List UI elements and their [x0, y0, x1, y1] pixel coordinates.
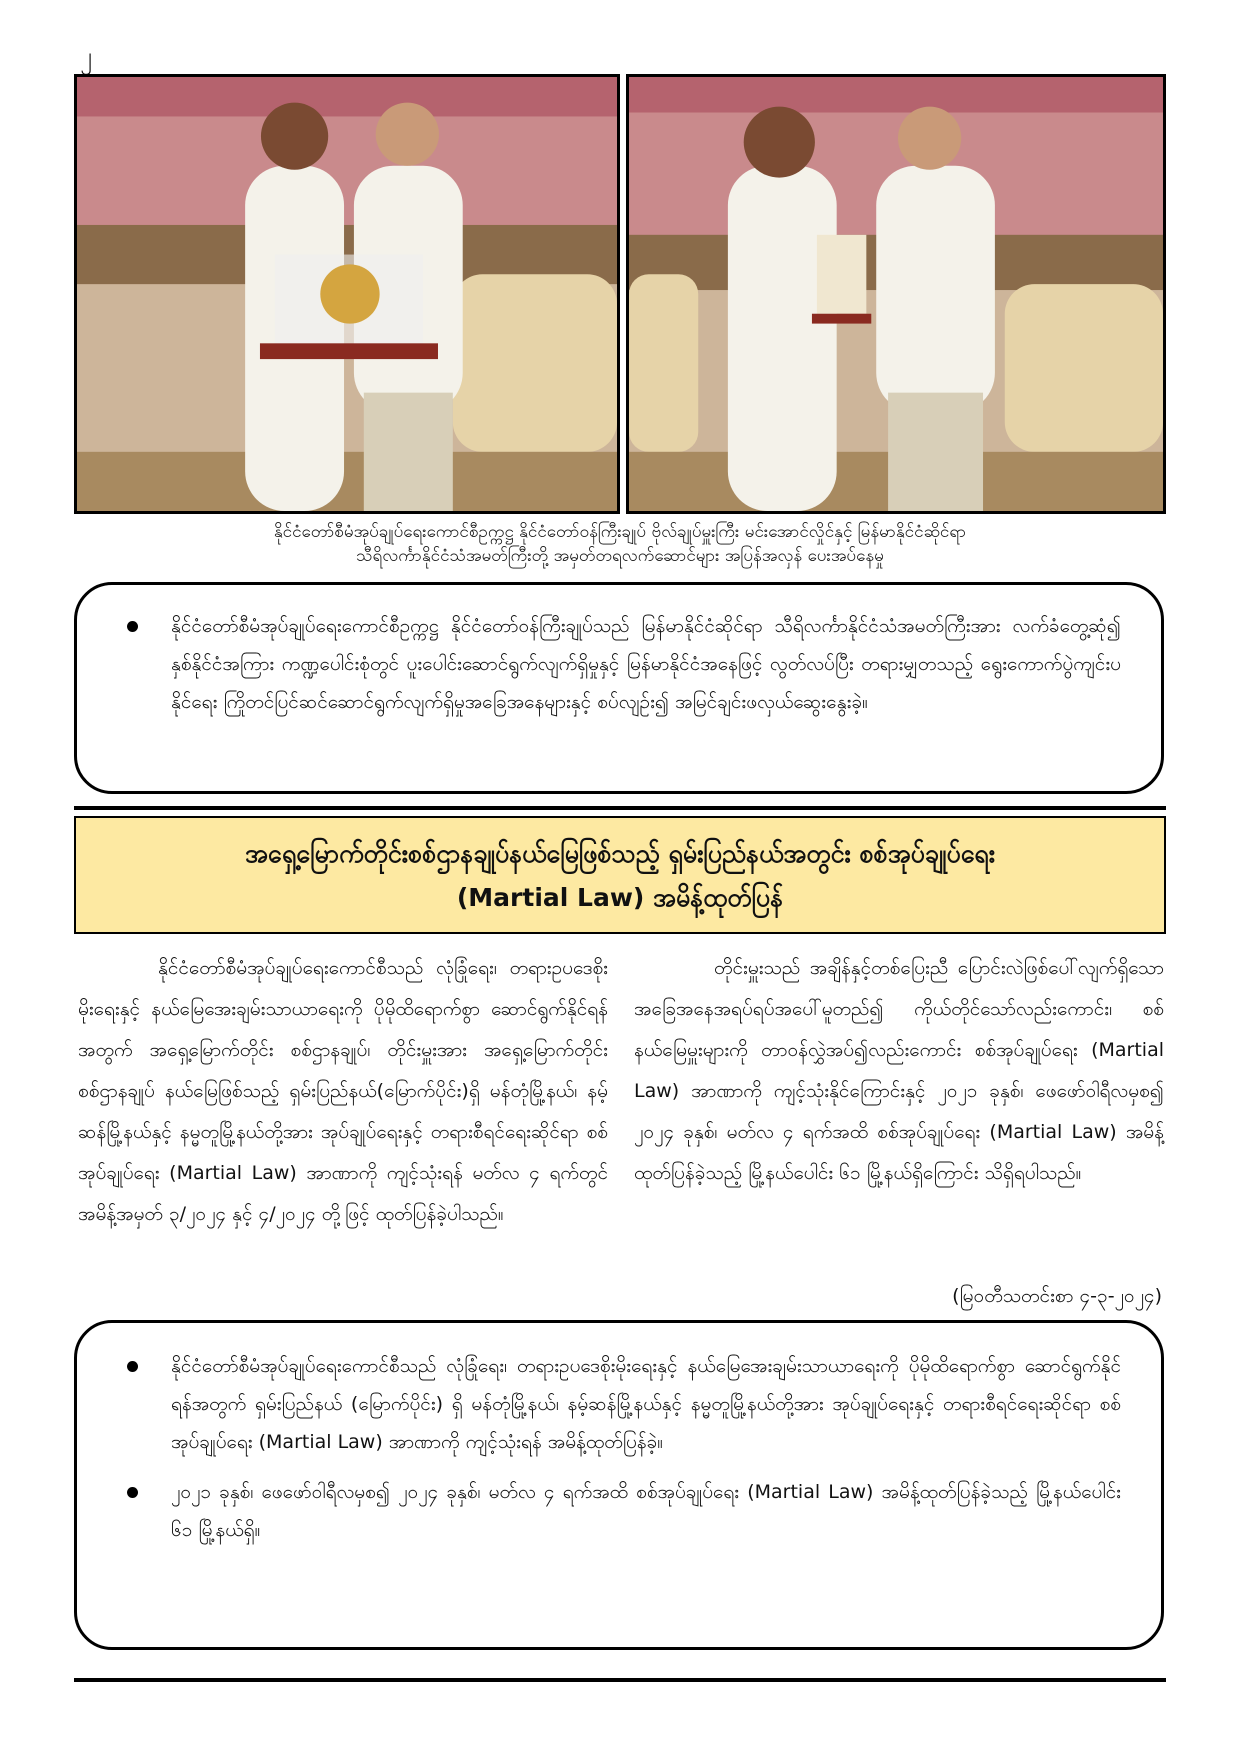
- summary-list-1: [121, 607, 1121, 721]
- photo-left: [74, 74, 620, 514]
- summary-box-2: [74, 1320, 1164, 1650]
- photo-right: [626, 74, 1166, 514]
- summary-list-2: [121, 1347, 1121, 1549]
- headline-line-1: အရှေ့မြောက်တိုင်းစစ်ဌာနချုပ်နယ်မြေဖြစ်သည့် ရှမ်းပြည်နယ်အတွင်း စစ်အုပ်ချုပ်ရေး: [244, 839, 996, 868]
- photo-caption: [74, 520, 1166, 568]
- summary-bullet: ၂၀၂၁ ခုနှစ်၊ ဖေဖော်ဝါရီလမှစ၍ ၂၀၂၄ ခုနှစ်၊ မတ်လ ၄ ရက်အထိ စစ်အုပ်ချုပ်ရေး (Martial Law) အမိန့်ထုတ်ပြန်ခဲ့သည့် မြို့နယ်ပေါင်း ၆၁ မြို့နယ်ရှိ။: [121, 1473, 1121, 1549]
- section-divider-top: [74, 806, 1166, 810]
- photo-left-illustration: [77, 77, 617, 511]
- article-column-left: [78, 948, 608, 1235]
- caption-line-2: သီရိလင်္ကာနိုင်ငံသံအမတ်ကြီးတို့ အမှတ်တရလက်ဆောင်များ အပြန်အလှန် ပေးအပ်နေမှု: [356, 546, 884, 566]
- headline-line-2: (Martial Law) အမိန့်ထုတ်ပြန်: [456, 883, 784, 912]
- section-divider-bottom: [74, 1678, 1166, 1682]
- caption-line-1: နိုင်ငံတော်စီမံအုပ်ချုပ်ရေးကောင်စီဥက္ကဋ္ဌ နိုင်ငံတော်ဝန်ကြီးချုပ် ဗိုလ်ချုပ်မှူးကြီး မင်းအောင်လှိုင်နှင့် မြန်မာနိုင်ငံဆိုင်ရာ: [273, 522, 967, 542]
- photo-right-illustration: [629, 77, 1163, 511]
- article-column-right: [634, 948, 1164, 1194]
- article-source: (မြဝတီသတင်းစာ ၄-၃-၂၀၂၄): [952, 1285, 1162, 1307]
- summary-bullet: နိုင်ငံတော်စီမံအုပ်ချုပ်ရေးကောင်စီဥက္ကဋ္ဌ နိုင်ငံတော်ဝန်ကြီးချုပ်သည် မြန်မာနိုင်ငံဆိုင်ရာ သီရိလင်္ကာနိုင်ငံသံအမတ်ကြီးအား လက်ခံတွေ့ဆုံ၍ နှစ်နိုင်ငံအကြား ကဏ္ဍပေါင်းစုံတွင် ပူးပေါင်းဆောင်ရွက်လျက်ရှိမှုနှင့် မြန်မာနိုင်ငံအနေဖြင့် လွတ်လပ်ပြီး တရားမျှတသည့် ရွေးကောက်ပွဲကျင်းပနိုင်ရေး ကြိုတင်ပြင်ဆင်ဆောင်ရွက်လျက်ရှိမှုအခြေအနေများနှင့် စပ်လျဉ်း၍ အမြင်ချင်းဖလှယ်ဆွေးနွေးခဲ့။: [121, 607, 1121, 721]
- article-paragraph-right: တိုင်းမှူးသည် အချိန်နှင့်တစ်ပြေးညီ ပြောင်းလဲဖြစ်ပေါ်လျက်ရှိသော အခြေအနေအရပ်ရပ်အပေါ်မူတည်၍ ကိုယ်တိုင်သော်လည်းကောင်း၊ စစ်နယ်မြေမှူးများကို တာဝန်လွှဲအပ်၍လည်းကောင်း စစ်အုပ်ချုပ်ရေး (Martial Law) အာဏာကို ကျင့်သုံးနိုင်ကြောင်းနှင့် ၂၀၂၁ ခုနှစ်၊ ဖေဖော်ဝါရီလမှစ၍ ၂၀၂၄ ခုနှစ်၊ မတ်လ ၄ ရက်အထိ စစ်အုပ်ချုပ်ရေး (Martial Law) အမိန့်ထုတ်ပြန်ခဲ့သည့် မြို့နယ်ပေါင်း ၆၁ မြို့နယ်ရှိကြောင်း သိရှိရပါသည်။: [634, 957, 1164, 1184]
- page-number: ၂: [80, 42, 92, 70]
- summary-box-1: [74, 582, 1164, 794]
- summary-bullet: နိုင်ငံတော်စီမံအုပ်ချုပ်ရေးကောင်စီသည် လုံခြုံရေး၊ တရားဥပဒေစိုးမိုးရေးနှင့် နယ်မြေအေးချမ်းသာယာရေးကို ပိုမိုထိရောက်စွာ ဆောင်ရွက်နိုင်ရန်အတွက် ရှမ်းပြည်နယ် (မြောက်ပိုင်း) ရှိ မန်တုံမြို့နယ်၊ နမ့်ဆန်မြို့နယ်နှင့် နမ္မတူမြို့နယ်တို့အား အုပ်ချုပ်ရေးနှင့် တရားစီရင်ရေးဆိုင်ရာ စစ်အုပ်ချုပ်ရေး (Martial Law) အာဏာကို ကျင့်သုံးရန် အမိန့်ထုတ်ပြန်ခဲ့။: [121, 1347, 1121, 1461]
- article-paragraph-left: နိုင်ငံတော်စီမံအုပ်ချုပ်ရေးကောင်စီသည် လုံခြုံရေး၊ တရားဥပဒေစိုးမိုးရေးနှင့် နယ်မြေအေးချမ်းသာယာရေးကို ပိုမိုထိရောက်စွာ ဆောင်ရွက်နိုင်ရန်အတွက် အရှေ့မြောက်တိုင်း စစ်ဌာနချုပ်၊ တိုင်းမှူးအား အရှေ့မြောက်တိုင်းစစ်ဌာနချုပ် နယ်မြေဖြစ်သည့် ရှမ်းပြည်နယ်(မြောက်ပိုင်း)ရှိ မန်တုံမြို့နယ်၊ နမ့်ဆန်မြို့နယ်နှင့် နမ္မတူမြို့နယ်တို့အား အုပ်ချုပ်ရေးနှင့် တရားစီရင်ရေးဆိုင်ရာ စစ်အုပ်ချုပ်ရေး (Martial Law) အာဏာကို ကျင့်သုံးရန် မတ်လ ၄ ရက်တွင် အမိန့်အမှတ် ၃/၂၀၂၄ နှင့် ၄/၂၀၂၄ တို့ဖြင့် ထုတ်ပြန်ခဲ့ပါသည်။: [78, 957, 608, 1225]
- article-headline: [74, 816, 1166, 934]
